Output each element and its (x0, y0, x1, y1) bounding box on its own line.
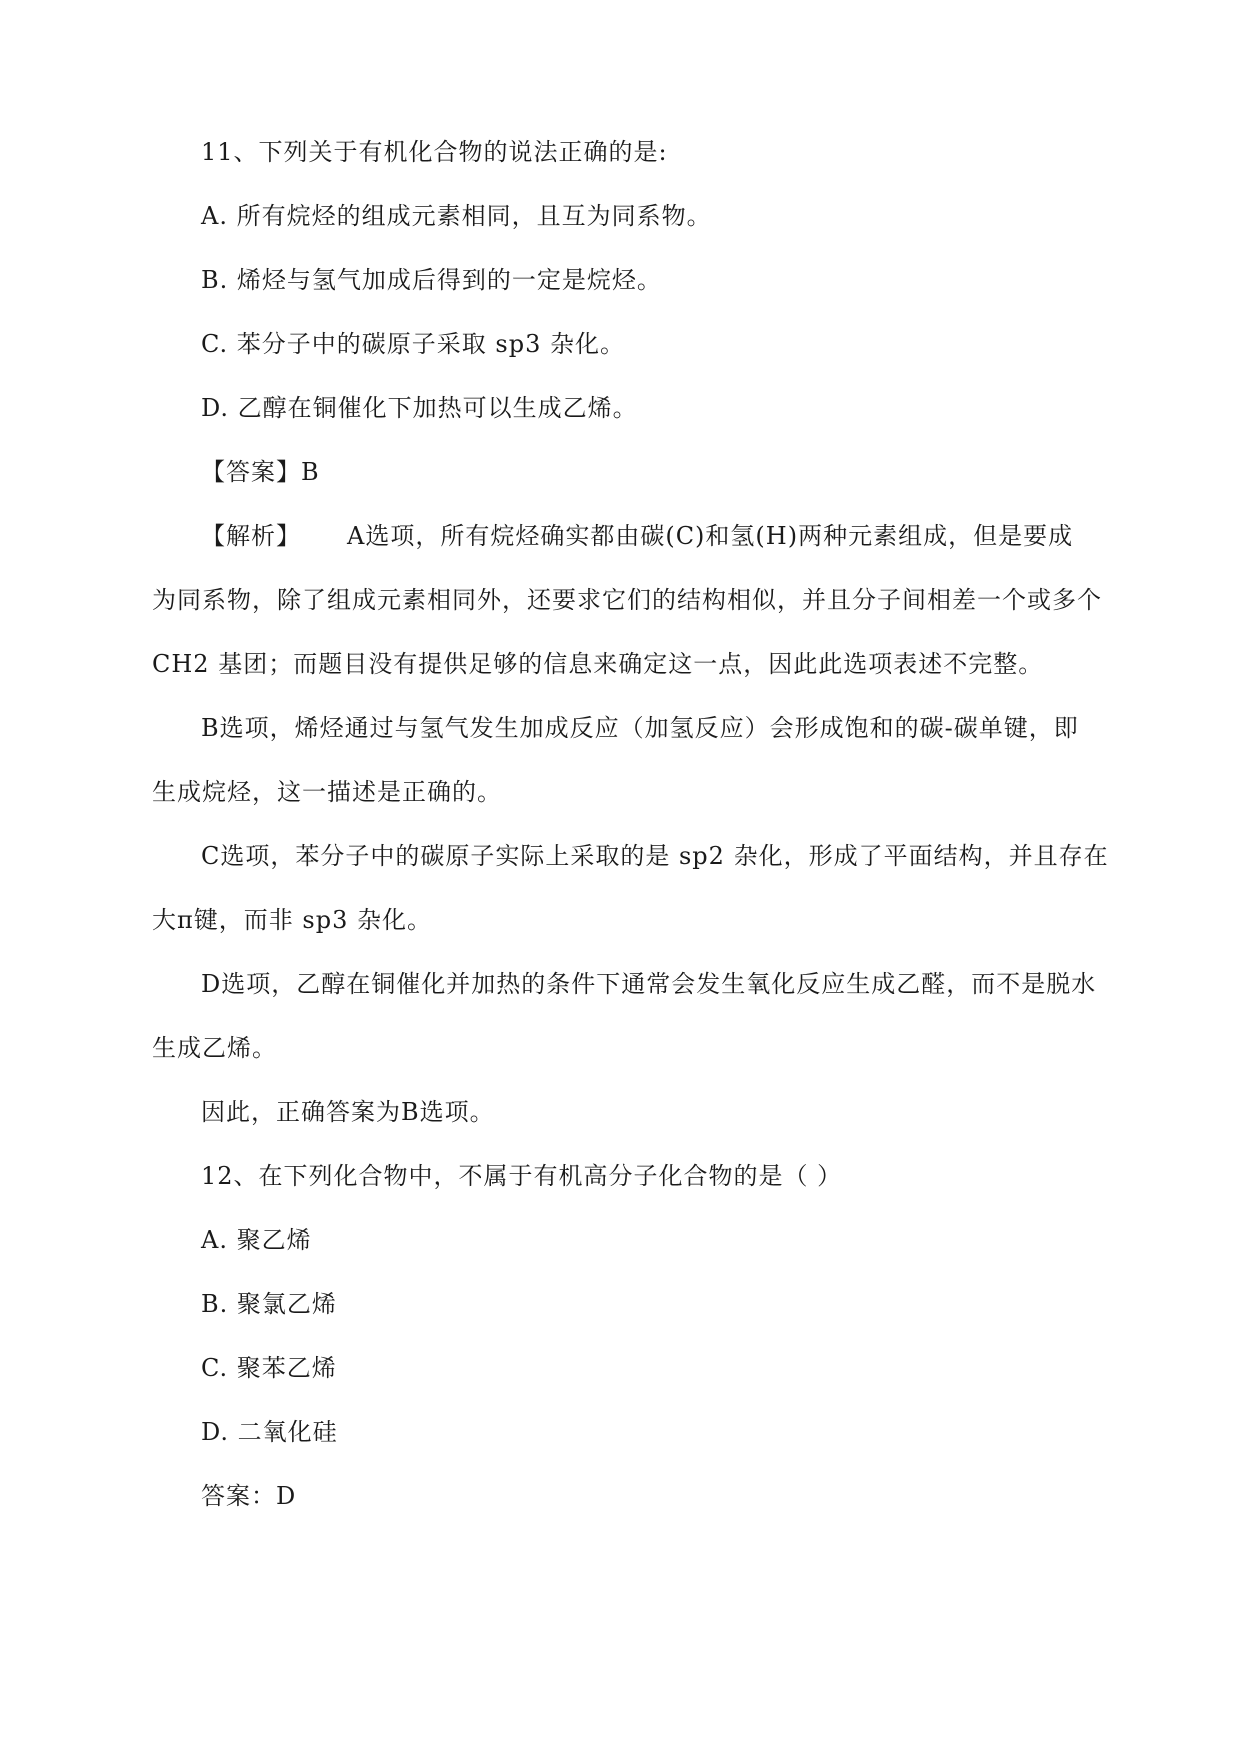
analysis-line-1: A选项，所有烷烃确实都由碳(C)和氢(H)两种元素组成，但是要成 (347, 522, 1074, 550)
q12-option-c: C. 聚苯乙烯 (201, 1354, 337, 1382)
analysis-line-6: C选项，苯分子中的碳原子实际上采取的是 sp2 杂化，形成了平面结构，并且存在 (201, 842, 1109, 870)
analysis-line-5: 生成烷烃，这一描述是正确的。 (152, 778, 502, 806)
analysis-label: 【解析】 (201, 522, 301, 550)
q11-conclusion: 因此，正确答案为B选项。 (201, 1098, 495, 1126)
analysis-line-2: 为同系物，除了组成元素相同外，还要求它们的结构相似，并且分子间相差一个或多个 (152, 586, 1102, 614)
q12-option-d: D. 二氧化硅 (201, 1418, 338, 1446)
analysis-line-4: B选项，烯烃通过与氢气发生加成反应（加氢反应）会形成饱和的碳-碳单键，即 (201, 714, 1079, 742)
analysis-line-3: CH2 基团；而题目没有提供足够的信息来确定这一点，因此此选项表述不完整。 (152, 650, 1044, 678)
analysis-line-9: 生成乙烯。 (152, 1034, 277, 1062)
analysis-line-7: 大π键，而非 sp3 杂化。 (152, 906, 432, 934)
q12-option-a: A. 聚乙烯 (201, 1226, 312, 1254)
q11-option-d: D. 乙醇在铜催化下加热可以生成乙烯。 (201, 394, 638, 422)
analysis-line-8: D选项，乙醇在铜催化并加热的条件下通常会发生氧化反应生成乙醛，而不是脱水 (201, 970, 1097, 998)
q12-option-b: B. 聚氯乙烯 (201, 1290, 337, 1318)
q11-analysis-first-line (201, 520, 1073, 552)
q11-answer: 【答案】B (201, 458, 320, 486)
q12-stem: 12、在下列化合物中，不属于有机高分子化合物的是（ ） (201, 1162, 843, 1190)
q11-option-c: C. 苯分子中的碳原子采取 sp3 杂化。 (201, 330, 625, 358)
q11-option-b: B. 烯烃与氢气加成后得到的一定是烷烃。 (201, 266, 662, 294)
q12-answer: 答案：D (201, 1482, 297, 1510)
q11-option-a: A. 所有烷烃的组成元素相同，且互为同系物。 (201, 202, 712, 230)
q11-stem: 11、下列关于有机化合物的说法正确的是: (201, 138, 668, 166)
